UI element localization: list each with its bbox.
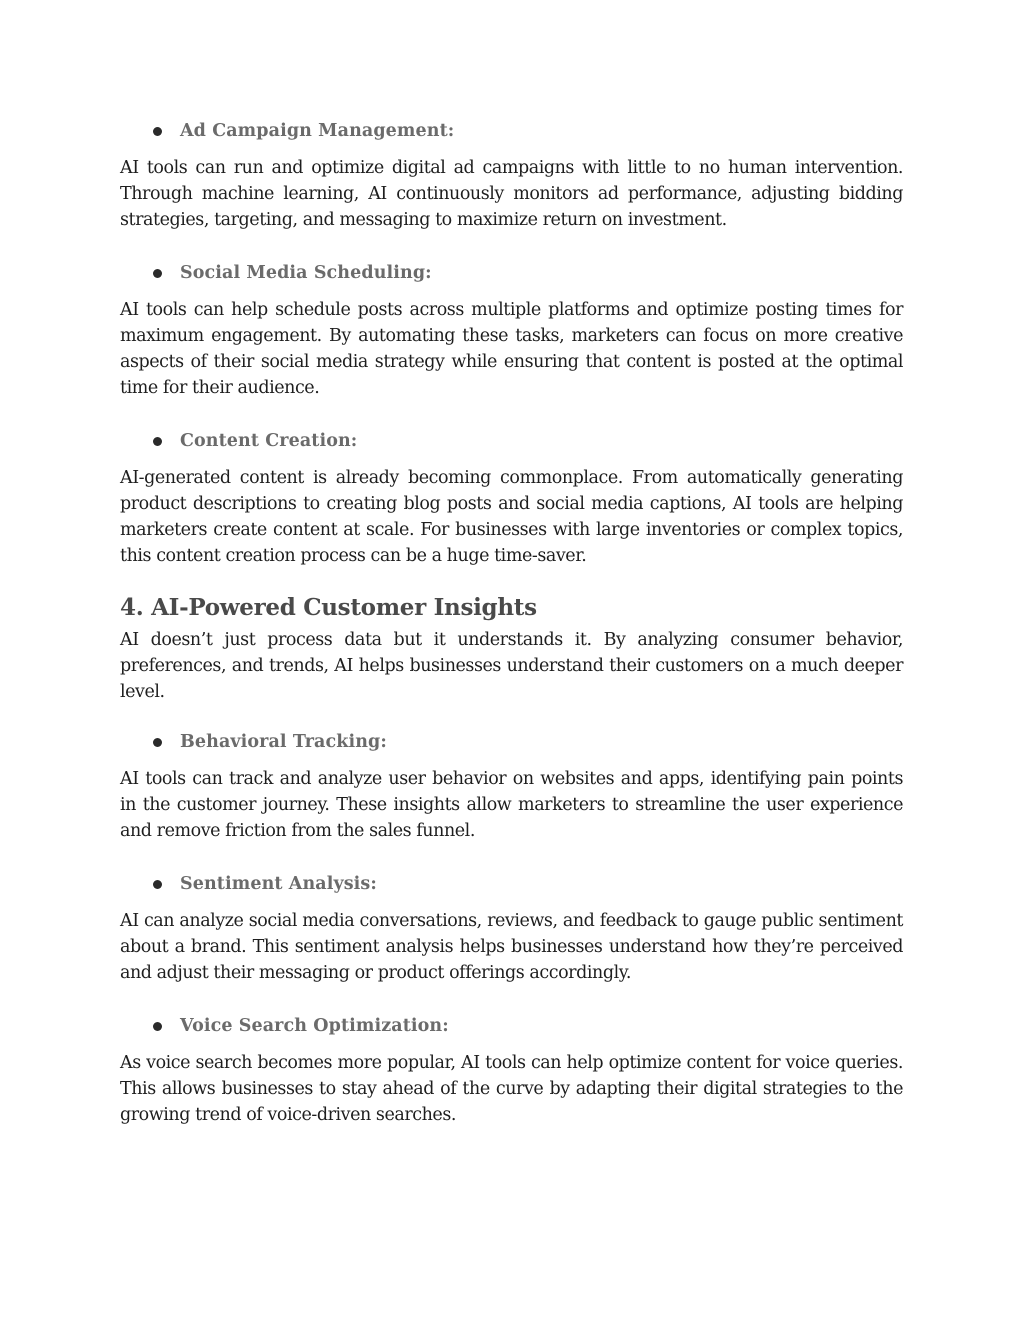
paragraph: As voice search becomes more popular, AI tools can help optimize content for voice queries. This allows businesses to stay ahead of the curve by adapting their digital strategies to the growing trend of voice-driven searches. <box>120 1053 903 1125</box>
bullet-voice-search-optimization <box>120 1013 903 1039</box>
bullet-content-creation <box>120 428 903 454</box>
bullet-ad-campaign-management <box>120 118 903 144</box>
bullet-social-media-scheduling <box>120 260 903 286</box>
document-page <box>120 118 903 1128</box>
paragraph: AI tools can run and optimize digital ad campaigns with little to no human intervention. Through machine learning, AI continuously monitors ad performance, adjusting bidding strategies, targeting, and messaging to maximize return on investment. <box>120 158 903 230</box>
bullet-dot-icon <box>153 880 162 889</box>
bullet-behavioral-tracking <box>120 729 903 755</box>
bullet-label: Content Creation: <box>180 431 358 451</box>
paragraph: AI doesn’t just process data but it understands it. By analyzing consumer behavior, preferences, and trends, AI helps businesses understand their customers on a much deeper level. <box>120 630 903 702</box>
bullet-label: Social Media Scheduling: <box>180 263 432 283</box>
bullet-label: Voice Search Optimization: <box>180 1016 449 1036</box>
bullet-dot-icon <box>153 437 162 446</box>
bullet-label: Behavioral Tracking: <box>180 732 387 752</box>
paragraph: AI-generated content is already becoming commonplace. From automatically generating product descriptions to creating blog posts and social media captions, AI tools are helping marketers create content at scale. For businesses with large inventories or complex topics, this content creation process can be a huge time-saver. <box>120 468 903 566</box>
bullet-dot-icon <box>153 738 162 747</box>
bullet-dot-icon <box>153 1022 162 1031</box>
bullet-dot-icon <box>153 269 162 278</box>
bullet-dot-icon <box>153 127 162 136</box>
bullet-label: Sentiment Analysis: <box>180 874 377 894</box>
paragraph: AI can analyze social media conversations, reviews, and feedback to gauge public sentiment about a brand. This sentiment analysis helps businesses understand how they’re perceived and adjust their messaging or product offerings accordingly. <box>120 911 903 983</box>
bullet-sentiment-analysis <box>120 871 903 897</box>
paragraph: AI tools can track and analyze user behavior on websites and apps, identifying pain points in the customer journey. These insights allow marketers to streamline the user experience and remove friction from the sales funnel. <box>120 769 903 841</box>
paragraph: AI tools can help schedule posts across multiple platforms and optimize posting times for maximum engagement. By automating these tasks, marketers can focus on more creative aspects of their social media strategy while ensuring that content is posted at the optimal time for their audience. <box>120 300 903 398</box>
bullet-label: Ad Campaign Management: <box>180 121 455 141</box>
section-heading: 4. AI-Powered Customer Insights <box>120 594 537 621</box>
